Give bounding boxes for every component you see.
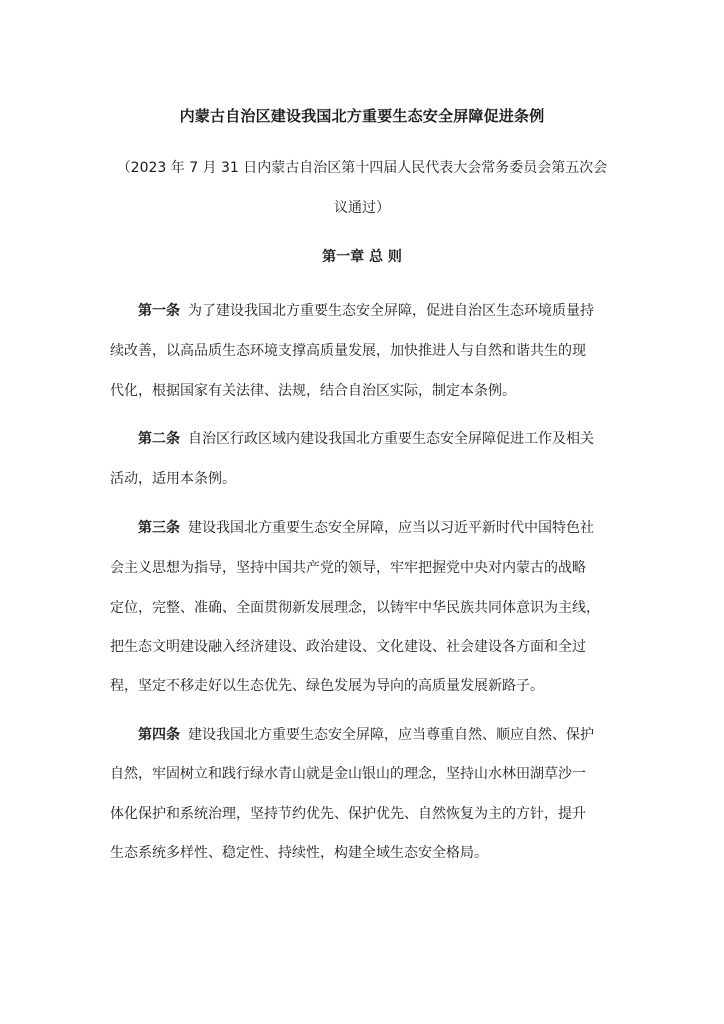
- article-3-line-3: 定位，完整、准确、全面贯彻新发展理念，以铸牢中华民族共同体意识为主线，: [110, 600, 600, 616]
- article-1-line-2: 续改善，以高品质生态环境支撑高质量发展，加快推进人与自然和谐共生的现: [110, 343, 586, 359]
- article-3-line-1: [138, 517, 620, 539]
- chapter-heading: 第一章 总 则: [322, 249, 402, 265]
- document-title: 内蒙古自治区建设我国北方重要生态安全屏障促进条例: [179, 107, 545, 125]
- article-1-line-3: 代化，根据国家有关法律、法规，结合自治区实际，制定本条例。: [110, 383, 516, 399]
- article-3-text: 建设我国北方重要生态安全屏障，应当以习近平新时代中国特色社: [188, 520, 594, 536]
- article-2-text: 自治区行政区域内建设我国北方重要生态安全屏障促进工作及相关: [188, 431, 594, 447]
- article-2-line-2: 活动，适用本条例。: [110, 471, 236, 487]
- article-4-text: 建设我国北方重要生态安全屏障，应当尊重自然、顺应自然、保护: [188, 727, 594, 743]
- article-1-label: 第一条: [138, 303, 180, 319]
- article-2-line-1: [138, 428, 620, 450]
- article-1-text: 为了建设我国北方重要生态安全屏障，促进自治区生态环境质量持: [188, 303, 594, 319]
- article-1-line-1: [138, 300, 620, 322]
- adoption-note-line-1: （2023 年 7 月 31 日内蒙古自治区第十四届人民代表大会常务委员会第五次会: [116, 160, 608, 176]
- adoption-note-line-2: 议通过）: [334, 200, 390, 216]
- article-4-line-4: 生态系统多样性、稳定性、持续性，构建全域生态安全格局。: [110, 845, 488, 861]
- article-3-line-4: 把生态文明建设融入经济建设、政治建设、文化建设、社会建设各方面和全过: [110, 639, 586, 655]
- article-4-line-2: 自然，牢固树立和践行绿水青山就是金山银山的理念，坚持山水林田湖草沙一: [110, 766, 586, 782]
- article-4-label: 第四条: [138, 727, 180, 743]
- article-2-label: 第二条: [138, 431, 180, 447]
- article-4-line-1: [138, 724, 620, 746]
- article-3-line-5: 程，坚定不移走好以生态优先、绿色发展为导向的高质量发展新路子。: [110, 678, 544, 694]
- article-3-label: 第三条: [138, 520, 180, 536]
- article-3-line-2: 会主义思想为指导，坚持中国共产党的领导，牢牢把握党中央对内蒙古的战略: [110, 560, 586, 576]
- article-4-line-3: 体化保护和系统治理，坚持节约优先、保护优先、自然恢复为主的方针，提升: [110, 806, 586, 822]
